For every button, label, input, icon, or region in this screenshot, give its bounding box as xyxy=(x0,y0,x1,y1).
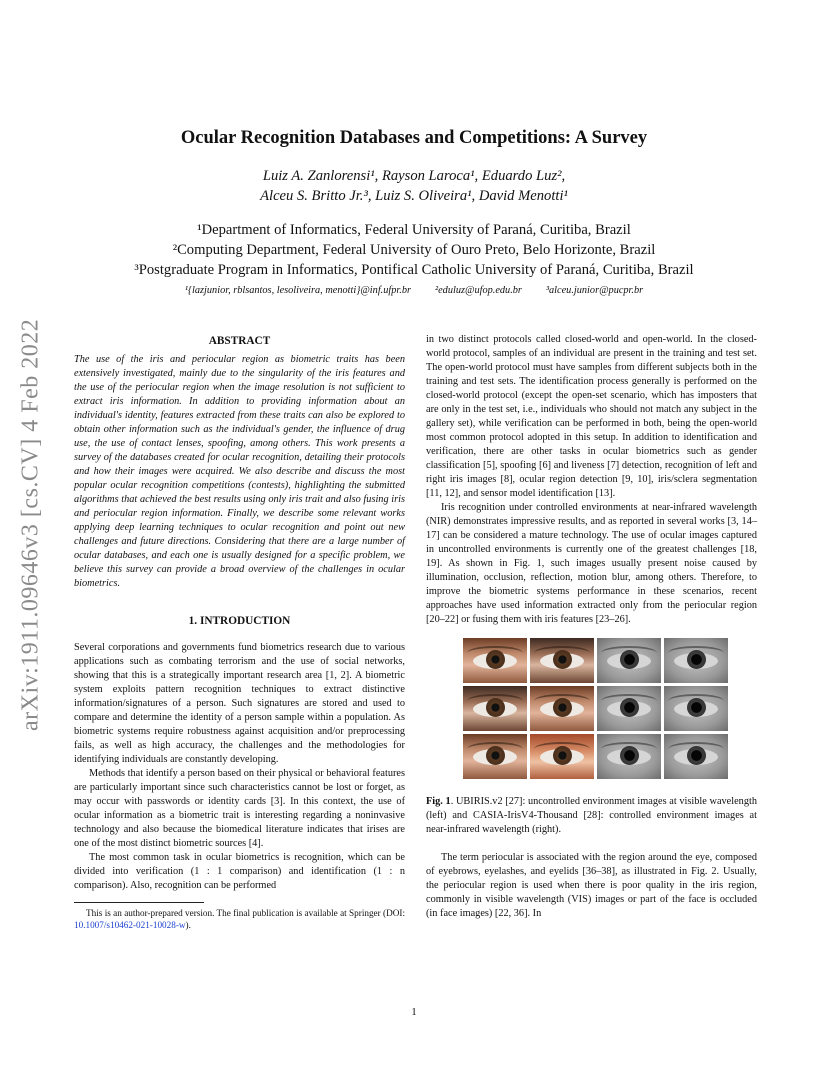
figure-1-label: Fig. 1 xyxy=(426,796,451,807)
footnote xyxy=(74,907,405,931)
eye-image-vis xyxy=(530,734,594,779)
eye-image-vis xyxy=(463,686,527,731)
eye-image-nir xyxy=(664,734,728,779)
affiliation-3: ³Postgraduate Program in Informatics, Pontifical Catholic University of Paraná, Curitiba, Brazil xyxy=(134,262,694,278)
left-column xyxy=(74,335,405,940)
figure-1-caption xyxy=(426,795,757,837)
email-3: ³alceu.junior@pucpr.br xyxy=(545,285,644,296)
eye-image-vis xyxy=(463,734,527,779)
figure-1-caption-text: . UBIRIS.v2 [27]: uncontrolled environment images at visible wavelength (left) and CASIA-IrisV4-Thousand [28]: controlled environment images at near-infrared wavelength (right). xyxy=(426,796,757,835)
page-number: 1 xyxy=(411,1006,417,1018)
paper-title: Ocular Recognition Databases and Competitions: A Survey xyxy=(180,128,648,148)
figure-1-eye-grid xyxy=(463,638,757,779)
email-2: ²eduluz@ufop.edu.br xyxy=(435,285,522,296)
eye-image-vis xyxy=(463,638,527,683)
abstract-heading: ABSTRACT xyxy=(208,335,271,347)
email-1: ¹{lazjunior, rblsantos, lesoliveira, menotti}@inf.ufpr.br xyxy=(184,285,412,296)
eye-image-vis xyxy=(530,686,594,731)
right-paragraph-2: Iris recognition under controlled environments at near-infrared wavelength (NIR) demonstrates impressive results, and as reported in several works [3, 14–17] can be considered a mature technology. The use of ocular images captured in uncontrolled environments is currently one of the greatest challenges [18, 19]. As shown in Fig. 1, such images usually present noise caused by illumination, occlusion, reflection, motion blur, among others. Therefore, to improve the biometric systems performance in these scenarios, recent approaches have used information extracted only from the periocular region [20–22] or fusing them with iris features [23–26]. xyxy=(426,502,757,625)
intro-paragraph-3: The most common task in ocular biometrics is recognition, which can be divided into verification (1 : 1 comparison) and identification (1 : n comparison). Also, recognition can be performed xyxy=(74,852,405,891)
doi-link[interactable]: 10.1007/s10462-021-10028-w xyxy=(74,920,186,930)
right-column xyxy=(426,333,757,921)
affiliation-2: ²Computing Department, Federal University of Ouro Preto, Belo Horizonte, Brazil xyxy=(172,242,656,258)
eye-image-nir xyxy=(597,734,661,779)
eye-image-nir xyxy=(597,638,661,683)
email-line xyxy=(80,285,748,296)
introduction-heading: 1. INTRODUCTION xyxy=(188,615,291,627)
intro-paragraph-1: Several corporations and governments fund biometrics research due to various applications such as combating terrorism and the use of social networks, showing that this is a strategically important research area [1, 2]. A biometric system exploits pattern recognition techniques to extract distinctive information/signatures of a person. Such signatures are stored and used to compare and determine the identity of a person sample within a population. As biometric systems require robustness against acquisition and/or preprocessing fails, as well as high accuracy, the challenges and the methodologies for identifying individuals are constantly developing. xyxy=(74,642,405,765)
footnote-end: ). xyxy=(185,920,191,930)
right-paragraph-1: in two distinct protocols called closed-world and open-world. In the closed-world protocol, samples of an individual are present in the training and test set. The open-world protocol must have samples from different subjects both in the training and test sets. The identification process generally is performed on the closed-world protocol (except the open-set scenario, which has imposters that are only in the test set, i.e., individuals who should not match any subject in the gallery set), while verification can be performed in both, being the open-world most common protocol adopted in this setup. In addition to identification and verification, there are other tasks in ocular biometrics such as gender classification [5], spoofing [6] and liveness [7] detection, recognition of left and right iris images [8], ocular region detection [9, 10], iris/sclera segmentation [11, 12], and sensor model identification [13]. xyxy=(426,334,757,499)
footnote-rule xyxy=(74,902,204,903)
eye-image-nir xyxy=(597,686,661,731)
author-line-2: Alceu S. Britto Jr.³, Luiz S. Oliveira¹, David Menotti¹ xyxy=(260,188,568,204)
footnote-text: This is an author-prepared version. The final publication is available at Springer (DOI: xyxy=(86,908,405,918)
eye-image-nir xyxy=(664,686,728,731)
author-line-1: Luiz A. Zanlorensi¹, Rayson Laroca¹, Eduardo Luz², xyxy=(262,168,566,184)
abstract-text: The use of the iris and periocular region as biometric traits has been extensively investigated, mainly due to the singularity of the iris features and the use of the periocular region when the image resolution is not sufficient to extract iris information. In addition to providing information about an individual's identity, features extracted from these traits can also be explored to obtain other information such as the individual's gender, the influence of drug use, the use of contact lenses, spoofing, among others. This work presents a survey of the databases created for ocular recognition, detailing their protocols and how their images were acquired. We also describe and discuss the most popular ocular recognition competitions (contests), highlighting the submitted algorithms that achieved the best results using only iris trait and also fusing iris and periocular region information. Finally, we describe some relevant works applying deep learning techniques to ocular recognition and point out new challenges and future directions. Considering that there are a large number of ocular databases, and each one is usually designed for a specific problem, we believe this survey can provide a broad overview of the challenges in ocular biometrics. xyxy=(74,354,405,589)
intro-paragraph-2: Methods that identify a person based on their physical or behavioral features are particularly important since such characteristics cannot be lost or forget, as may occur with passwords or identity cards [3]. In this context, the use of ocular information as a biometric trait is interesting regarding a noninvasive technology and also because the biomedical literature indicates that irises are one of the most distinct biometric sources [4]. xyxy=(74,768,405,849)
eye-image-nir xyxy=(664,638,728,683)
author-list xyxy=(80,166,748,206)
affiliations xyxy=(60,220,768,280)
right-paragraph-3: The term periocular is associated with the region around the eye, composed of eyebrows, eyelashes, and eyelids [36–38], as illustrated in Fig. 2. Usually, the periocular region is used when there is poor quality in the iris region, commonly in visible wavelength (VIS) images or part of the face is occluded (in face images) [22, 36]. In xyxy=(426,852,757,919)
affiliation-1: ¹Department of Informatics, Federal University of Paraná, Curitiba, Brazil xyxy=(197,222,631,238)
arxiv-stamp: arXiv:1911.09646v3 [cs.CV] 4 Feb 2022 xyxy=(17,318,44,732)
eye-image-vis xyxy=(530,638,594,683)
